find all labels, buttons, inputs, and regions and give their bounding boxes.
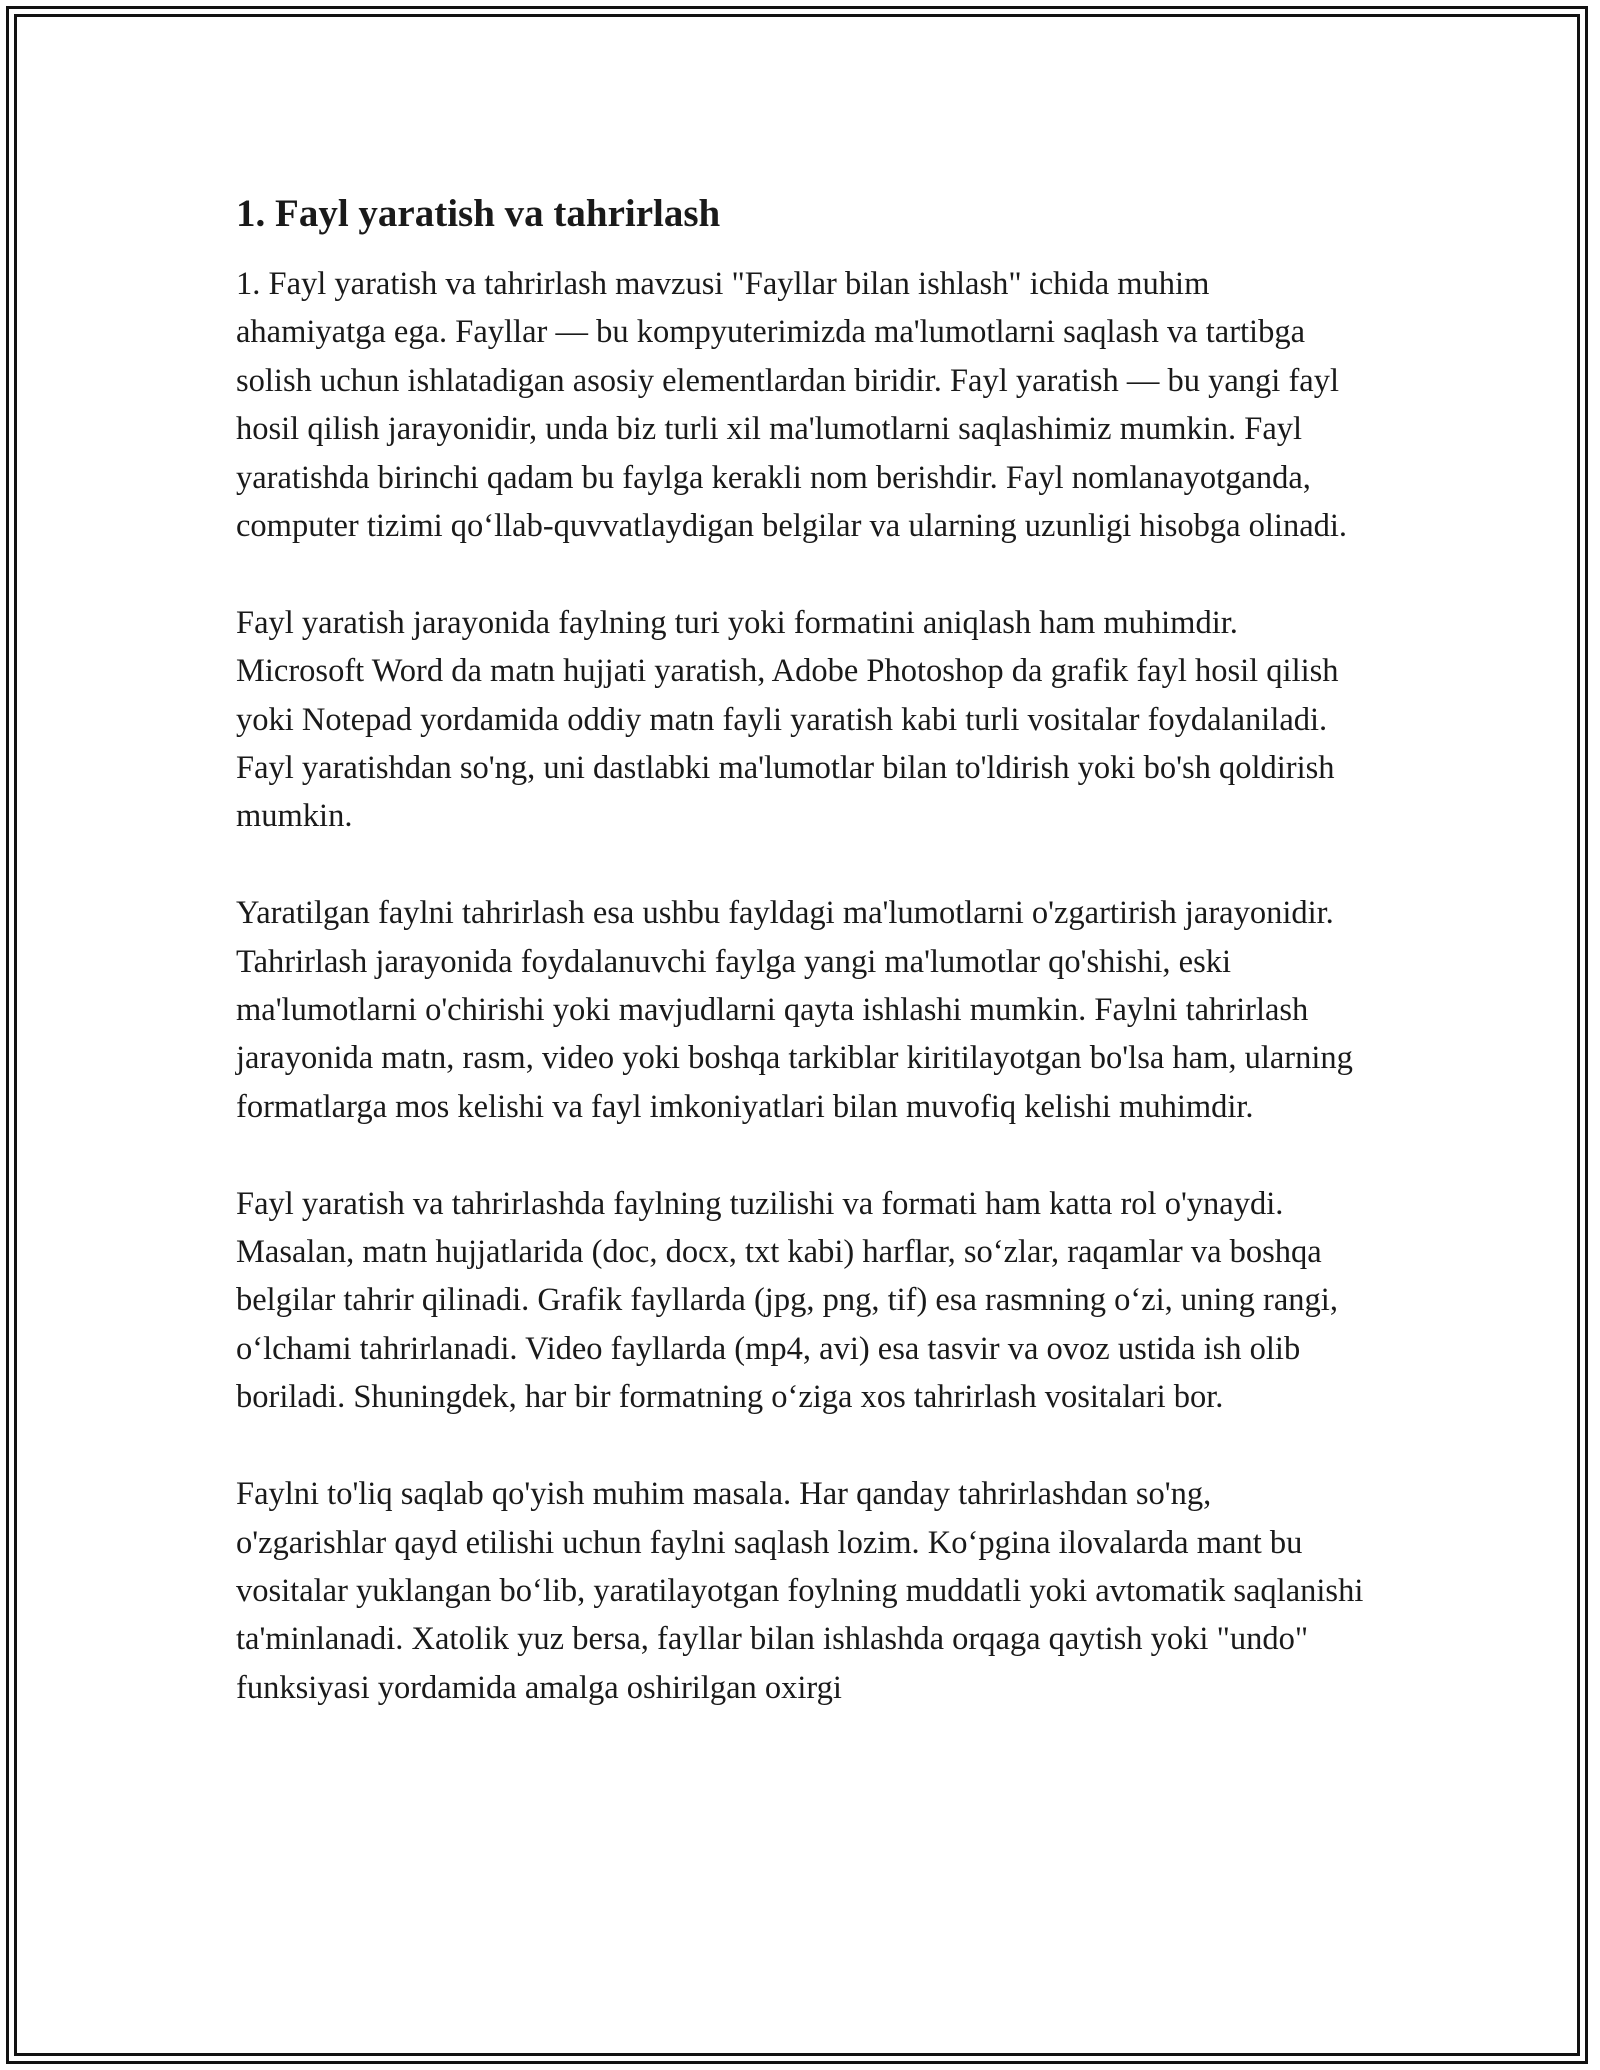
paragraph-saving: Faylni to'liq saqlab qo'yish muhim masala. Har qanday tahrirlashdan so'ng, o'zgarishlar qayd etilishi uchun faylni saqlash lozim. Ko‘pgina ilovalarda mant bu vositalar yuklangan bo‘lib, yaratilayotgan foylning muddatli yoki avtomatik saqlanishi ta'minlanadi. Xatolik yuz bersa, fayllar bilan ishlashda orqaga qaytish yoki "undo" funksiyasi yordamida amalga oshirilgan oxirgi [236,1476,1364,1706]
paragraph-file-types: Fayl yaratish jarayonida faylning turi yoki formatini aniqlash ham muhimdir. Microsoft Word da matn hujjati yaratish, Adobe Photoshop da grafik fayl hosil qilish yoki Notepad yordamida oddiy matn fayli yaratish kabi turli vositalar foydalaniladi. Fayl yaratishdan so'ng, uni dastlabki ma'lumotlar bilan to'ldirish yoki bo'sh qoldirish mumkin. [236,604,1339,835]
paragraph-intro: 1. Fayl yaratish va tahrirlash mavzusi "Fayllar bilan ishlash" ichida muhim ahamiyatga ega. Fayllar — bu kompyuterimizda ma'lumotlarni saqlash va tartibga solish uchun ishlatadigan asosiy elementlardan biridir. Fayl yaratish — bu yangi fayl hosil qilish jarayonidir, unda biz turli xil ma'lumotlarni saqlashimiz mumkin. Fayl yaratishda birinchi qadam bu faylga kerakli nom berishdir. Fayl nomlanayotganda, computer tizimi qo‘llab-quvvatlaydigan belgilar va ularning uzunligi hisobga olinadi. [236,266,1348,545]
paragraph-editing: Yaratilgan faylni tahrirlash esa ushbu fayldagi ma'lumotlarni o'zgartirish jarayonidir. Tahrirlash jarayonida foydalanuvchi faylga yangi ma'lumotlar qo'shishi, eski ma'lumotlarni o'chirishi yoki mavjudlarni qayta ishlashi mumkin. Faylni tahrirlash jarayonida matn, rasm, video yoki boshqa tarkiblar kiritilayotgan bo'lsa ham, ularning formatlarga mos kelishi va fayl imkoniyatlari bilan muvofiq kelishi muhimdir. [236,895,1353,1125]
document-body [236,184,1366,1712]
section-heading: 1. Fayl yaratish va tahrirlash [236,192,721,235]
paragraph-formats: Fayl yaratish va tahrirlashda faylning tuzilishi va formati ham katta rol o'ynaydi. Masalan, matn hujjatlarida (doc, docx, txt kabi) harflar, so‘zlar, raqamlar va boshqa belgilar tahrir qilinadi. Grafik fayllarda (jpg, png, tif) esa rasmning o‘zi, uning rangi, o‘lchami tahrirlanadi. Video fayllarda (mp4, avi) esa tasvir va ovoz ustida ish olib boriladi. Shuningdek, har bir formatning o‘ziga xos tahrirlash vositalari bor. [236,1185,1338,1416]
